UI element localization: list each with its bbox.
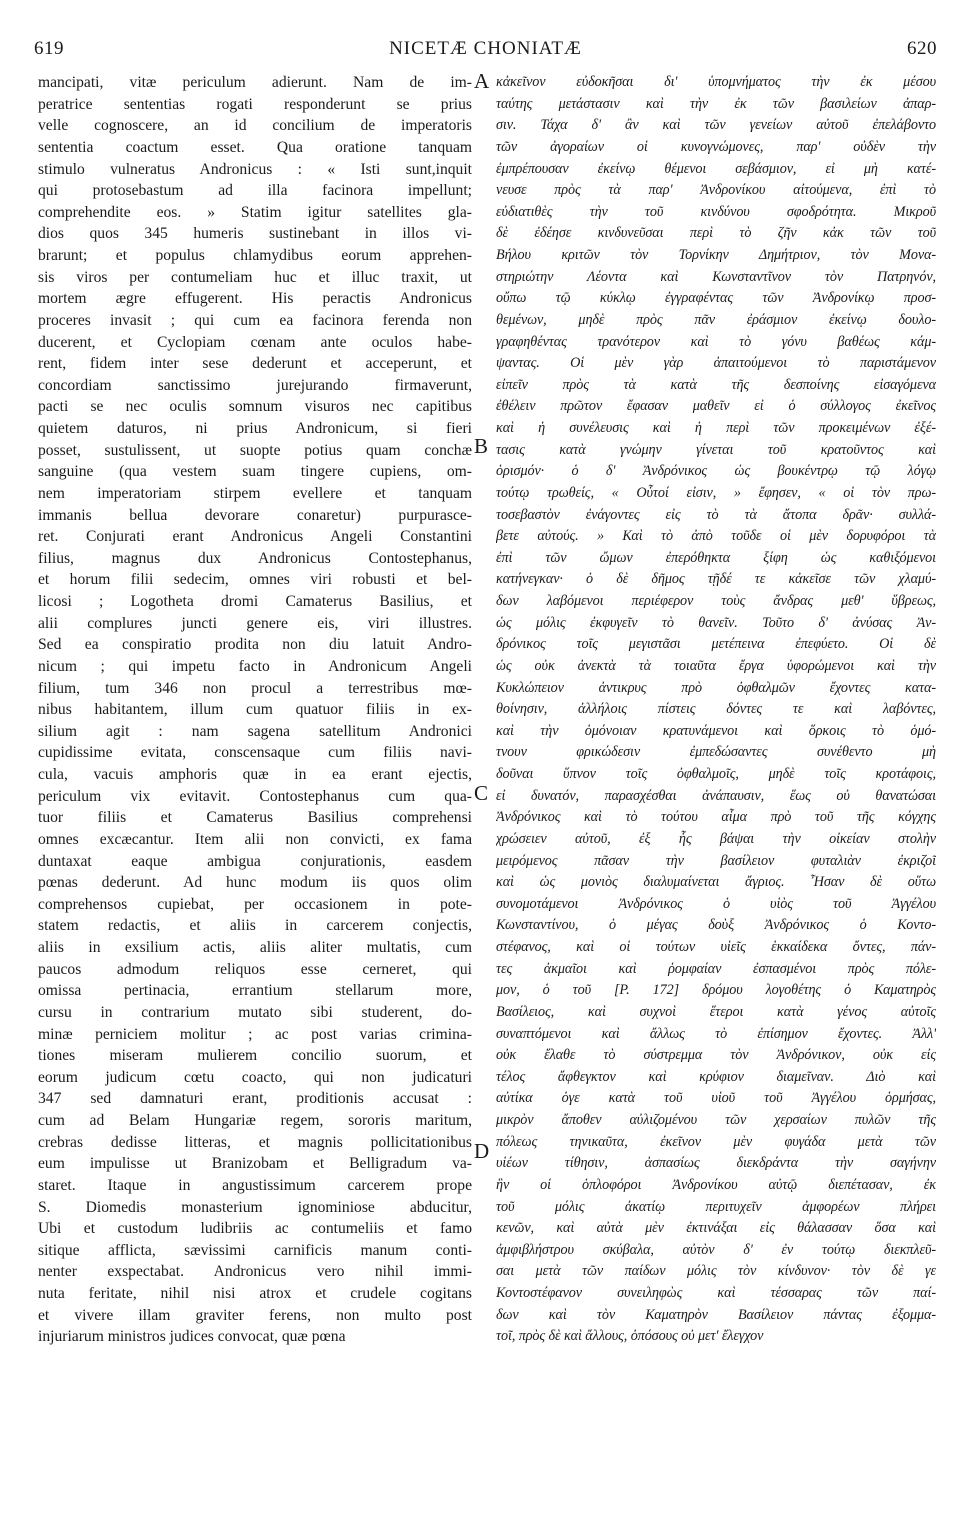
greek-text-line: αὐτίκα ὁγε κατὰ τοῦ υἱοῦ τοῦ Ἀγγέλου ὁρμήσας, [496,1090,936,1107]
greek-text-line: καὶ ὡς μονιὸς διαλυμαίνεται ἄγριος. Ἦσαν δὲ οὕτω [496,874,936,891]
latin-text-line: alii complures juncti genere eis, viri illustres. [38,614,472,632]
greek-text-line: εὐδιατιθὲς τὴν τοῦ κινδύνου σφοδρότητα. Μικροῦ [496,203,936,220]
latin-text-line: brarunt; et populus chlamydibus eorum apprehen- [38,247,472,264]
greek-text-line: τοῖ, πρὸς δὲ καὶ ἄλλους, ὁπόσους οὐ μετ' ἔλεγχον [496,1328,764,1345]
latin-text-line: proceres invasit ; qui cum ea facinora ferenda non [38,311,472,329]
greek-text-line: ὡς οὐκ ἀνεκτὰ τὰ τοιαῦτα ἔργα ὑφορώμενοι καὶ τὴν [496,657,936,674]
latin-text-line: duntaxat eaque ambigua conjurationis, easdem [38,852,472,870]
greek-text-line: τῶν ἀγοραίων οἱ κυνογνώμονες, παρ' οὐδὲν τὴν [496,138,936,155]
greek-text-line: εἰπεῖν πρὸς τὰ κατὰ τῆς δεσποίνης εἰσαγόμενα [496,376,936,393]
latin-text-line: dios quos 345 humeris sustinebant in illos vi- [38,225,472,243]
page-number-left: 619 [34,38,64,59]
section-marker-c: C [474,781,489,805]
greek-text-line: νευσε πρὸς τὰ παρ' Ἀνδρονίκου αἰτούμενα, ἐπὶ τὸ [496,182,936,199]
greek-text-line: δων καὶ τὸν Καματηρὸν Βασίλειον πάντας ἐξομμα- [496,1306,936,1323]
latin-text-line: statem redactis, et aliis in carcerem conjectis, [38,917,472,935]
latin-text-line: concordiam sanctissimo jurejurando firmaverunt, [38,376,472,394]
greek-text-line: τοῦ μόλις ἀκατίῳ περιτυχεῖν ἀμφορέων πλήρει [496,1198,936,1215]
latin-text-line: sis viros per contumeliam huc et illuc traxit, ut [38,268,472,286]
latin-text-line: ret. Conjurati erant Andronicus Angeli Constantini [38,528,472,546]
greek-text-line: τούτῳ τρωθείς, « Οὗτοί εἰσιν, » ἔφησεν, « οἱ τὸν πρω- [496,484,936,501]
greek-text-line: δων λαβόμενοι περιέφερον τοὺς ἄνδρας μεθ' ὕβρεως, [496,593,936,609]
latin-column [38,72,472,1348]
running-header [34,38,937,64]
latin-text-line: pœnas dederunt. Ad hunc modum iis quos olim [38,874,472,892]
latin-text-line: et vivere illam graviter ferens, non multo post [38,1306,472,1324]
latin-text-line: sententia coactum esset. Qua oratione tanquam [38,138,472,156]
latin-text-line: minæ perniciem molitur ; ac post varias crimina- [38,1025,472,1043]
latin-text-line: qui protosebastum ad illa facinora impellunt; [38,182,472,200]
latin-text-line: immanis bellua devorare conaretur) purpurasce- [38,506,472,524]
latin-text-line: S. Diomedis monasterium ignominiose abducitur, [38,1198,472,1216]
running-title: NICETÆ CHONIATÆ [389,38,582,59]
latin-text-line: omissa pertinacia, errantium stellarum more, [38,982,472,1000]
latin-text-line: aliis in exsilium actis, aliis aliter multatis, cum [38,939,472,956]
greek-text-line: τέλος ἄφθεγκτον καὶ κρύφιον διαμεῖναν. Διὸ καὶ [496,1068,936,1085]
greek-text-line: τνουν φρικώδεσιν ἐμπεδώσαντες συνέθεντο μὴ [496,744,936,761]
greek-text-line: τοσεβαστὸν ἐνάγοντες εἰς τὸ τὰ ἄτοπα δρᾶν· συλλά- [496,506,936,523]
latin-text-line: comprehendite eos. » Statim igitur satellites gla- [38,203,472,221]
latin-text-line: comprehensos cupiebat, per occasionem in pote- [38,895,472,913]
latin-text-line: injuriarum ministros judices convocat, quæ pœna [38,1328,346,1346]
greek-text-line: κατήνεγκαν· ὁ δὲ δῆμος τῇδέ τε κἀκεῖσε τῶν χλαμύ- [496,571,936,588]
greek-text-line: μον, ὁ τοῦ [P. 172] δρόμου λογοθέτης ὁ Καματηρὸς [496,982,936,999]
latin-text-line: nibus habitantem, illum cum quatuor filiis in ex- [38,701,472,719]
greek-text-line: σιν. Τάχα δ' ἂν καὶ τῶν γενείων αὐτοῦ ἐπελάβοντο [496,117,936,134]
greek-text-line: τες ἀκμαῖοι καὶ ῥομφαίαν ἐσπασμένοι πρὸς πόλε- [496,960,936,977]
section-marker-a: A [474,69,490,93]
latin-text-line: silium agit : nam sagena satellitum Andronici [38,722,472,740]
greek-text-line: ἐμπρέπουσαν ἐκείνῳ θέμενοι σεβάσμιον, εἰ μὴ κατέ- [496,160,936,177]
greek-text-line: υἱέων τίθησιν, ἀσπασίως διεκδράντα τὴν σαγήνην [496,1155,936,1172]
greek-text-line: κενῶν, καὶ αὐτὰ μὲν ἐκτινάξαι εἰς θάλασσαν ὅσα καὶ [496,1220,936,1237]
page-number-right: 620 [907,38,937,59]
latin-text-line: nem imperatoriam stirpem evellere et tanquam [38,484,472,502]
latin-text-line: filium, tum 346 non procul a terrestribus mœ- [38,679,472,697]
greek-text-line: καὶ τὴν ὁμόνοιαν κρατυνάμενοι καὶ ὅρκοις τὸ ὁμό- [496,722,936,739]
latin-text-line: stimulo vulneratus Andronicus : « Isti sunt,inquit [38,160,472,178]
latin-text-line: tuor filiis et Camaterus Basilius comprehensi [38,809,472,827]
latin-text-line: Ubi et custodum ludibriis ac contumeliis et famo [38,1220,472,1238]
latin-text-line: quietem daturos, ni prius Andronicum, si fieri [38,420,472,437]
latin-text-line: eum impulisse ut Branizobam et Belligradum va- [38,1155,472,1173]
greek-text-line: συνομοτάμενοι Ἀνδρόνικος ὁ υἱὸς τοῦ Ἀγγέλου [496,895,936,912]
greek-text-line: δοῦναι ὕπνον τοῖς ὀφθαλμοῖς, μηδὲ τοῖς κροτάφοις, [496,766,936,782]
greek-text-line: ἀμφιβλήστρου σκύβαλα, αὐτὸν δ' ἐν τούτῳ διεκπλεῦ- [496,1241,936,1258]
latin-text-line: Sed ea conspiratio prodita non diu latuit Andro- [38,636,472,654]
greek-text-line: στηριώτην Λέοντα καὶ Κωνσταντῖνον τὸν Πατρηνόν, [496,268,936,285]
latin-text-line: filius, magnus dux Andronicus Contostephanus, [38,549,472,567]
greek-text-line: στέφανος, καὶ οἱ τούτων υἱεῖς ἑκκαίδεκα ὄντες, πάν- [496,939,936,955]
greek-text-line: κἀκεῖνον εὐδοκῆσαι δι' ὑπομνήματος τὴν ἐκ μέσου [496,74,936,90]
greek-column [496,72,936,1348]
greek-text-line: ψαντας. Οἱ μὲν γὰρ ἀπαιτούμενοι τὸ παριστάμενον [496,355,936,372]
section-marker-d: D [474,1139,490,1163]
greek-text-line: μειρόμενος πᾶσαν τὴν βασίλειον φυταλιὰν ἐκριζοῖ [496,852,936,869]
latin-text-line: rent, fidem inter sese dederunt et acceperunt, et [38,355,472,373]
greek-text-line: θεμένων, μηδὲ πρὸς πᾶν ἐράσμιον ἐκείνῳ δουλο- [496,311,936,328]
latin-text-line: omnes excæcantur. Item alii non convicti, ex fama [38,830,472,848]
greek-text-line: μικρὸν ἄποθεν αὐλιζομένου τῶν χερσαίων πυλῶν τῆς [496,1112,936,1128]
latin-text-line: peratrice sententias rogati responderunt se prius [38,95,472,113]
latin-text-line: et horum filii sedecim, omnes viri robusti et bel- [38,571,472,589]
latin-text-line: nuta feritate, nihil nisi atrox et crudele cogitans [38,1285,472,1302]
latin-text-line: posset, sustulissent, ut suopte potius quam conchæ [38,441,472,459]
greek-text-line: Κοντοστέφανον συνειληφὼς καὶ τέσσαρας τῶν παί- [496,1285,936,1301]
greek-text-line: πόλεως τηνικαῦτα, ἐκεῖνον μὲν φυγάδα μετὰ τῶν [496,1133,936,1150]
latin-text-line: licosi ; Logotheta dromi Camaterus Basilius, et [38,593,472,610]
greek-text-line: δὲ ἐδέησε κινδυνεῦσαι περὶ τὸ ζῆν κἀκ τῶν τοῦ [496,225,936,242]
latin-text-line: velle cognoscere, an id concilium de imperatoris [38,117,472,135]
latin-text-line: ducerent, et Cyclopiam cœnam ante oculos habe- [38,333,472,351]
greek-text-line: Κωνσταντίνου, ὁ μέγας δοὺξ Ἀνδρόνικος ὁ Κοντο- [496,917,936,934]
greek-text-line: Κυκλώπειον ἀντικρυς πρὸ ὀφθαλμῶν ἔχοντες κατα- [496,679,936,696]
latin-text-line: nenter exspectabat. Andronicus vero nihil immi- [38,1263,472,1281]
latin-text-line: cursu in contrarium mutato sibi studerent, do- [38,1003,472,1021]
latin-text-line: cula, vacuis amphoris quæ in ea erant ejectis, [38,766,472,783]
greek-text-line: σαι μετὰ τῶν παίδων μόλις τὸν κίνδυνον· τὸν δὲ γε [496,1263,936,1280]
latin-text-line: crebras dedisse litteras, et magnis pollicitationibus [38,1133,472,1151]
latin-text-line: periculum vix evitavit. Contostephanus cum qua- [38,787,472,805]
latin-text-line: sanguine (qua vestem suam tingere cupiens, om- [38,463,472,481]
greek-text-line: ὡς μόλις ἐκφυγεῖν τὸ θανεῖν. Τοῦτο δ' ἀνύσας Ἀν- [496,614,936,631]
latin-text-line: cupidissime evitata, conscensaque cum filiis navi- [38,744,472,762]
greek-text-line: ὁρισμόν· ὁ δ' Ἀνδρόνικος ὡς βουκέντρῳ τῷ λόγῳ [496,463,936,480]
greek-text-line: ἐπὶ τῶν ὤμων ἐπερόθηκτα ξίφη ὡς καθιξόμενοι [496,549,936,566]
greek-text-line: ταύτης μετάστασιν καὶ τὴν ἐκ τῶν βασιλείων ἀπαρ- [496,95,936,112]
greek-text-line: οὐκ ἔλαθε τὸ σύστρεμμα τὸν Ἀνδρόνικον, οὐκ εἰς [496,1047,936,1064]
latin-text-line: tiones miseram mulierem concilio suorum, et [38,1047,472,1065]
greek-text-line: εἰ δυνατόν, παρασχέσθαι ἀνάπαυσιν, ἕως οὐ θανατώσαι [496,787,936,804]
greek-text-line: οὔπω τῷ κύκλῳ ἐγγραφέντας τῶν Ἀνδρονίκῳ προσ- [496,290,936,307]
greek-text-line: θοίνησιν, ἀλλήλοις πίστεις δόντες τε καὶ λαβόντες, [496,701,936,718]
latin-text-line: mortem ægre effugerent. His peractis Andronicus [38,290,472,308]
latin-text-line: nicum ; qui impetu facto in Andronicum Angeli [38,657,472,675]
greek-text-line: καὶ ἡ συνέλευσις καὶ ἡ περὶ τῶν προκειμένων ἐξέ- [496,420,936,436]
greek-text-line: ἐθέλειν πρῶτον ἔφασαν μαθεῖν εἰ ὁ σύλλογος ἐκεῖνος [496,398,936,415]
greek-text-line: Βήλου κριτῶν τὸν Τορνίκην Δημήτριον, τὸν Μονα- [496,247,936,263]
latin-text-line: pacti se nec oculis somnum visuros nec capitibus [38,398,472,416]
greek-text-line: γραφηθέντας τρανότερον καὶ τὸ γόνυ βαθέως κάμ- [496,333,936,350]
greek-text-line: Ἀνδρόνικος καὶ τὸ τούτου αἷμα πρὸ τοῦ τῆς κόγχης [496,809,936,826]
latin-text-line: mancipati, vitæ periculum adierunt. Nam de im- [38,74,472,91]
latin-text-line: paucos admodum reliquos esse cerneret, qui [38,960,472,978]
greek-text-line: ἣν οἱ ὁπλοφόροι Ἀνδρονίκου αὐτῷ διεπέτασαν, ἐκ [496,1176,936,1193]
latin-text-line: cum ad Belam Hungariæ regem, sororis maritum, [38,1112,472,1129]
greek-text-line: Βασίλειος, καὶ συχνοὶ ἕτεροι κατὰ γένος αὐτοῖς [496,1003,936,1020]
section-marker-b: B [474,434,489,458]
latin-text-line: 347 sed damnaturi erant, proditionis accusat : [38,1090,472,1108]
greek-text-line: τασις κατὰ γνώμην γίνεται τοῦ κρατοῦντος καὶ [496,441,936,458]
greek-text-line: συναπτόμενοι καὶ ἄλλως τὸ ἐπίσημον ἔχοντες. Ἀλλ' [496,1025,936,1042]
greek-text-line: χρώσειεν αὐτοῦ, ἐξ ἧς βάψαι τὴν οἰκείαν στολὴν [496,830,936,847]
greek-text-line: δρόνικος τοῖς μεγιστᾶσι μετέπεινα ἐπεφύετο. Οἱ δὲ [496,636,936,653]
latin-text-line: staret. Itaque in angustissimum carcerem prope [38,1176,472,1194]
latin-text-line: eorum judicum cœtu coacto, qui non judicaturi [38,1068,472,1086]
greek-text-line: βετε αὐτούς. » Καὶ τὸ ἀπὸ τοῦδε οἱ μὲν δορυφόροι τὰ [496,528,936,545]
latin-text-line: sitique afflicta, sævissimi carnificis manum conti- [38,1241,472,1259]
